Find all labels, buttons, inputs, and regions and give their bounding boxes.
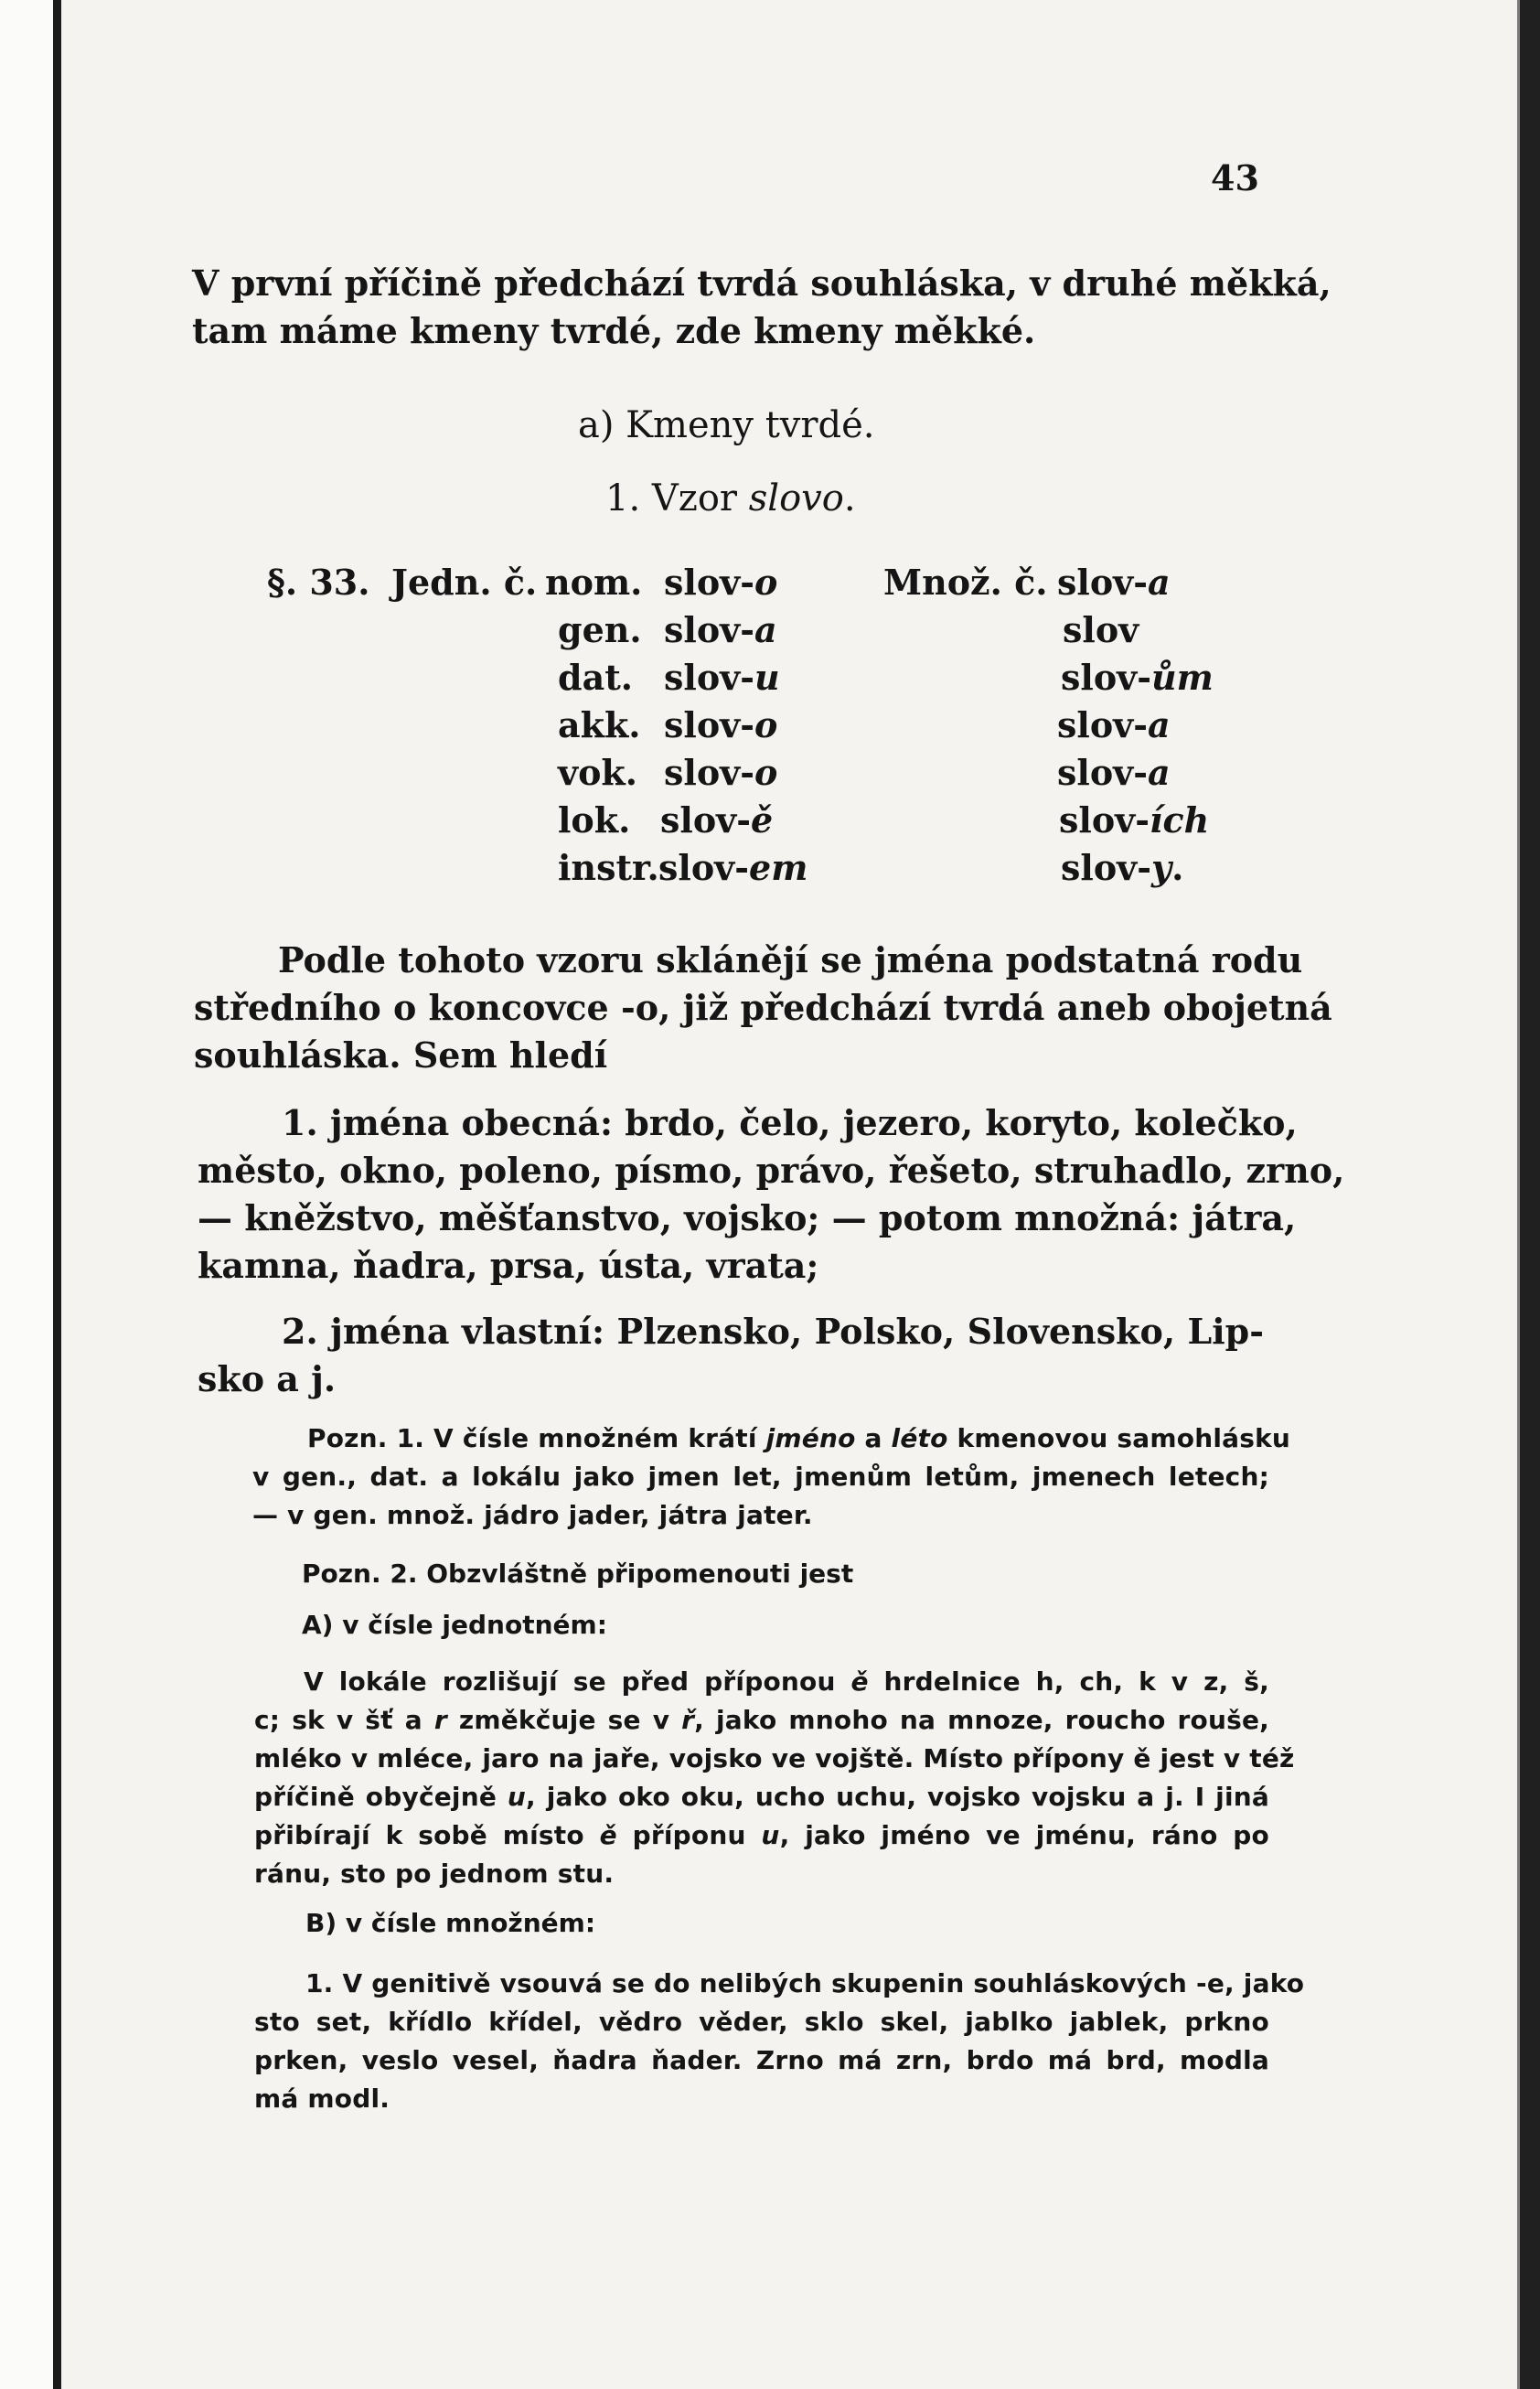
note-2-b-text bbox=[254, 1965, 1305, 2118]
page-number: 43 bbox=[1211, 157, 1259, 198]
text-line: c; sk v šť a r změkčuje se v ř, jako mnoho na mnoze, roucho rouše, bbox=[254, 1705, 1269, 1735]
text-line: sto set, křídlo křídel, vědro věder, sklo skel, jablko jablek, prkno bbox=[254, 2007, 1269, 2037]
text-line: kamna, ňadra, prsa, ústa, vrata; bbox=[198, 1245, 819, 1286]
book-spine-shadow bbox=[53, 0, 61, 2389]
note-2-title: Pozn. 2. Obzvláštně připomenouti jest bbox=[302, 1559, 854, 1589]
singular-form: slov-ě bbox=[660, 799, 774, 841]
singular-form: slov-a bbox=[664, 609, 777, 650]
text-line: sko a j. bbox=[198, 1358, 337, 1399]
singular-form: slov-o bbox=[664, 752, 778, 793]
case-label: vok. bbox=[558, 752, 637, 793]
page-right-edge bbox=[1520, 0, 1540, 2389]
section-label: §. 33. bbox=[267, 562, 370, 603]
text-line: město, okno, poleno, písmo, právo, řešeto, struhadlo, zrno, bbox=[198, 1150, 1345, 1191]
text-line: přibírají k sobě místo ě příponu u, jako jméno ve jménu, ráno po bbox=[254, 1820, 1269, 1850]
plural-label: Množ. č. bbox=[883, 562, 1048, 603]
page-left-margin bbox=[0, 0, 57, 2389]
note-2-a-title: A) v čísle jednotném: bbox=[302, 1610, 607, 1640]
text-line: 2. jména vlastní: Plzensko, Polsko, Slovensko, Lip- bbox=[282, 1311, 1264, 1352]
text-line: Podle tohoto vzoru sklánějí se jména podstatná rodu bbox=[278, 939, 1303, 980]
text-line: v gen., dat. a lokálu jako jmen let, jmenům letům, jmenech letech; bbox=[252, 1462, 1269, 1492]
body-paragraph bbox=[194, 937, 1332, 1079]
text-line: — v gen. množ. jádro jader, játra jater. bbox=[252, 1500, 813, 1530]
intro-paragraph bbox=[192, 260, 1331, 355]
body-paragraph bbox=[198, 1099, 1345, 1290]
text-line: tam máme kmeny tvrdé, zde kmeny měkké. bbox=[192, 310, 1036, 351]
text-line: — kněžstvo, měšťanstvo, vojsko; — potom množná: játra, bbox=[198, 1197, 1297, 1238]
note-2-a-text bbox=[254, 1663, 1295, 1893]
case-label: nom. bbox=[545, 562, 643, 603]
pattern-heading: 1. Vzor slovo. bbox=[605, 477, 856, 520]
singular-form: slov-u bbox=[664, 657, 780, 698]
plural-form: slov bbox=[1063, 609, 1139, 650]
plural-form: slov-y. bbox=[1061, 847, 1184, 888]
note-2-b-title: B) v čísle množném: bbox=[305, 1908, 596, 1938]
case-label: instr. bbox=[558, 847, 659, 888]
text-line: příčině obyčejně u, jako oko oku, ucho uchu, vojsko vojsku a j. I jiná bbox=[254, 1782, 1269, 1812]
text-line: ránu, sto po jednom stu. bbox=[254, 1859, 615, 1889]
text-line: středního o koncovce -o, již předchází tvrdá aneb obojetná bbox=[194, 987, 1332, 1028]
plural-form: slov-ům bbox=[1061, 657, 1214, 698]
text-line: má modl. bbox=[254, 2084, 390, 2114]
text-line: prken, veslo vesel, ňadra ňader. Zrno má zrn, brdo má brd, modla bbox=[254, 2045, 1269, 2075]
plural-form: slov-ích bbox=[1059, 799, 1210, 841]
section-heading: a) Kmeny tvrdé. bbox=[578, 404, 875, 446]
plural-form: slov-a bbox=[1057, 562, 1171, 603]
body-paragraph bbox=[198, 1308, 1264, 1403]
text-line: mléko v mléce, jaro na jaře, vojsko ve vojště. Místo přípony ě jest v též bbox=[254, 1743, 1295, 1773]
case-label: gen. bbox=[558, 609, 642, 650]
singular-label: Jedn. č. bbox=[391, 562, 538, 603]
case-label: lok. bbox=[558, 799, 631, 841]
note-1 bbox=[252, 1419, 1291, 1535]
text-line: V první příčině předchází tvrdá souhláska, v druhé měkká, bbox=[192, 262, 1331, 304]
case-label: akk. bbox=[558, 704, 641, 745]
plural-form: slov-a bbox=[1057, 704, 1171, 745]
text-line: souhláska. Sem hledí bbox=[194, 1034, 608, 1076]
text-line: 1. jména obecná: brdo, čelo, jezero, koryto, kolečko, bbox=[282, 1102, 1298, 1143]
singular-form: slov-o bbox=[664, 562, 778, 603]
text-line: Pozn. 1. V čísle množném krátí jméno a léto kmenovou samohlásku bbox=[307, 1423, 1291, 1453]
case-label: dat. bbox=[558, 657, 633, 698]
singular-form: slov-o bbox=[664, 704, 778, 745]
text-line: V lokále rozlišují se před příponou ě hrdelnice h, ch, k v z, š, bbox=[304, 1666, 1269, 1697]
text-line: 1. V genitivě vsouvá se do nelibých skupenin souhláskových -e, jako bbox=[305, 1968, 1305, 1998]
singular-form: slov-em bbox=[658, 847, 808, 888]
plural-form: slov-a bbox=[1057, 752, 1171, 793]
